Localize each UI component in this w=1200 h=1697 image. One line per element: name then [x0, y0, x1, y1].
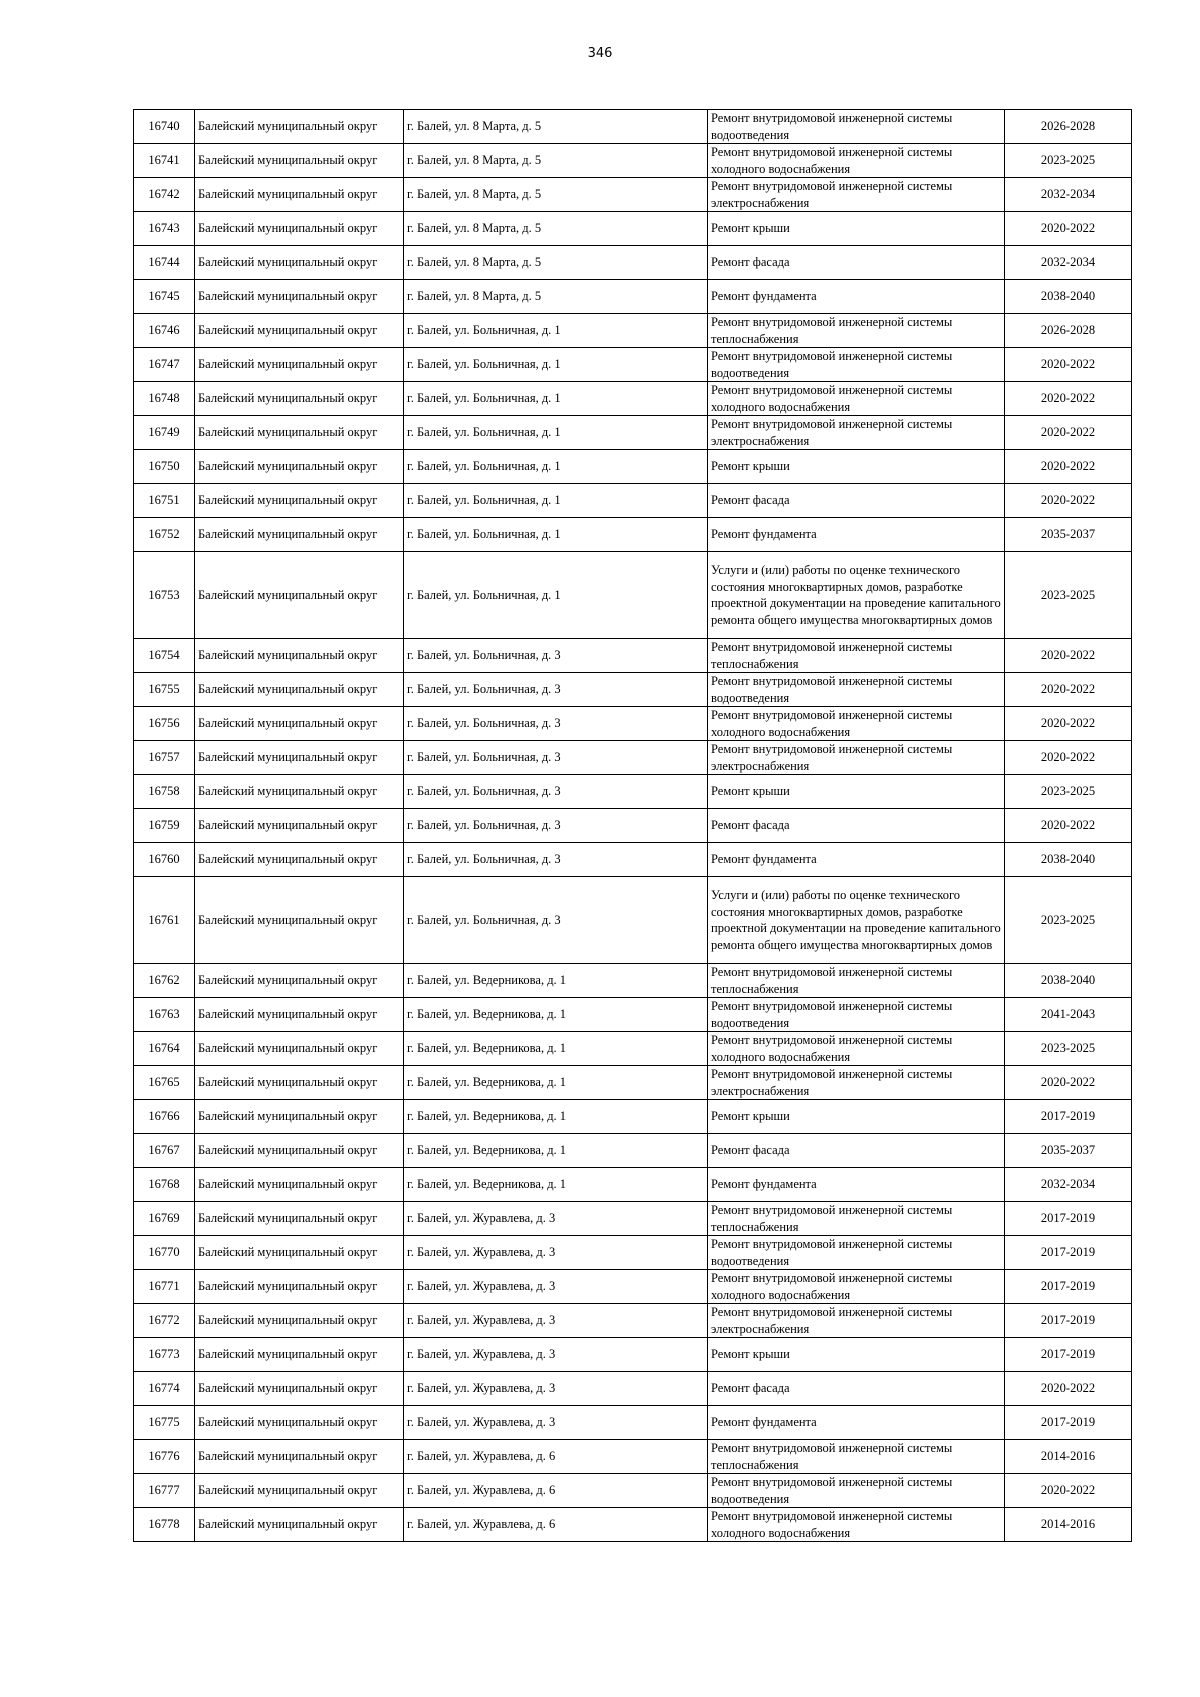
address-cell: г. Балей, ул. Больничная, д. 3	[404, 775, 708, 809]
row-number-cell: 16740	[134, 110, 195, 144]
period-cell: 2020-2022	[1005, 1372, 1132, 1406]
municipality-cell: Балейский муниципальный округ	[195, 877, 404, 964]
work-type-cell: Ремонт фасада	[708, 246, 1005, 280]
municipality-cell: Балейский муниципальный округ	[195, 843, 404, 877]
address-cell: г. Балей, ул. Больничная, д. 1	[404, 314, 708, 348]
work-type-cell: Ремонт внутридомовой инженерной системы холодного водоснабжения	[708, 707, 1005, 741]
table-row	[134, 1508, 1132, 1542]
municipality-cell: Балейский муниципальный округ	[195, 416, 404, 450]
period-cell: 2017-2019	[1005, 1202, 1132, 1236]
row-number-cell: 16765	[134, 1066, 195, 1100]
period-cell: 2020-2022	[1005, 1474, 1132, 1508]
row-number-cell: 16777	[134, 1474, 195, 1508]
address-cell: г. Балей, ул. Журавлева, д. 3	[404, 1202, 708, 1236]
row-number-cell: 16749	[134, 416, 195, 450]
table-row	[134, 1440, 1132, 1474]
row-number-cell: 16778	[134, 1508, 195, 1542]
address-cell: г. Балей, ул. Журавлева, д. 3	[404, 1406, 708, 1440]
row-number-cell: 16753	[134, 552, 195, 639]
table-row	[134, 1134, 1132, 1168]
table-row	[134, 450, 1132, 484]
table-row	[134, 741, 1132, 775]
table-row	[134, 348, 1132, 382]
municipality-cell: Балейский муниципальный округ	[195, 1066, 404, 1100]
municipality-cell: Балейский муниципальный округ	[195, 144, 404, 178]
address-cell: г. Балей, ул. Журавлева, д. 3	[404, 1270, 708, 1304]
address-cell: г. Балей, ул. Больничная, д. 3	[404, 707, 708, 741]
table-row	[134, 518, 1132, 552]
period-cell: 2023-2025	[1005, 552, 1132, 639]
period-cell: 2023-2025	[1005, 775, 1132, 809]
address-cell: г. Балей, ул. Ведерникова, д. 1	[404, 998, 708, 1032]
period-cell: 2020-2022	[1005, 416, 1132, 450]
row-number-cell: 16742	[134, 178, 195, 212]
period-cell: 2020-2022	[1005, 382, 1132, 416]
work-type-cell: Ремонт внутридомовой инженерной системы водоотведения	[708, 1236, 1005, 1270]
municipality-cell: Балейский муниципальный округ	[195, 1100, 404, 1134]
address-cell: г. Балей, ул. Больничная, д. 3	[404, 639, 708, 673]
work-type-cell: Ремонт внутридомовой инженерной системы электроснабжения	[708, 178, 1005, 212]
period-cell: 2017-2019	[1005, 1236, 1132, 1270]
municipality-cell: Балейский муниципальный округ	[195, 1202, 404, 1236]
work-type-cell: Услуги и (или) работы по оценке технического состояния многоквартирных домов, разработке проектной документации на проведение капитального ремонта общего имущества многоквартирных домов	[708, 877, 1005, 964]
municipality-cell: Балейский муниципальный округ	[195, 741, 404, 775]
table-row	[134, 843, 1132, 877]
table-row	[134, 1270, 1132, 1304]
row-number-cell: 16758	[134, 775, 195, 809]
period-cell: 2026-2028	[1005, 314, 1132, 348]
table-row	[134, 707, 1132, 741]
address-cell: г. Балей, ул. Ведерникова, д. 1	[404, 1066, 708, 1100]
table-row	[134, 639, 1132, 673]
period-cell: 2017-2019	[1005, 1270, 1132, 1304]
period-cell: 2017-2019	[1005, 1338, 1132, 1372]
row-number-cell: 16752	[134, 518, 195, 552]
period-cell: 2020-2022	[1005, 348, 1132, 382]
work-type-cell: Ремонт фасада	[708, 1372, 1005, 1406]
work-type-cell: Ремонт внутридомовой инженерной системы теплоснабжения	[708, 639, 1005, 673]
table-row	[134, 246, 1132, 280]
work-type-cell: Ремонт внутридомовой инженерной системы электроснабжения	[708, 416, 1005, 450]
address-cell: г. Балей, ул. Ведерникова, д. 1	[404, 964, 708, 998]
table-row	[134, 382, 1132, 416]
period-cell: 2023-2025	[1005, 877, 1132, 964]
row-number-cell: 16773	[134, 1338, 195, 1372]
period-cell: 2020-2022	[1005, 673, 1132, 707]
address-cell: г. Балей, ул. Больничная, д. 3	[404, 741, 708, 775]
municipality-cell: Балейский муниципальный округ	[195, 280, 404, 314]
municipality-cell: Балейский муниципальный округ	[195, 1304, 404, 1338]
address-cell: г. Балей, ул. Больничная, д. 3	[404, 673, 708, 707]
address-cell: г. Балей, ул. Журавлева, д. 3	[404, 1338, 708, 1372]
work-type-cell: Ремонт фасада	[708, 809, 1005, 843]
period-cell: 2020-2022	[1005, 1066, 1132, 1100]
address-cell: г. Балей, ул. Больничная, д. 1	[404, 552, 708, 639]
period-cell: 2017-2019	[1005, 1100, 1132, 1134]
table-row	[134, 314, 1132, 348]
period-cell: 2032-2034	[1005, 1168, 1132, 1202]
row-number-cell: 16764	[134, 1032, 195, 1066]
work-type-cell: Ремонт внутридомовой инженерной системы водоотведения	[708, 110, 1005, 144]
table-row	[134, 775, 1132, 809]
work-type-cell: Ремонт внутридомовой инженерной системы теплоснабжения	[708, 964, 1005, 998]
row-number-cell: 16776	[134, 1440, 195, 1474]
municipality-cell: Балейский муниципальный округ	[195, 673, 404, 707]
table-row	[134, 1202, 1132, 1236]
row-number-cell: 16754	[134, 639, 195, 673]
period-cell: 2035-2037	[1005, 1134, 1132, 1168]
municipality-cell: Балейский муниципальный округ	[195, 809, 404, 843]
row-number-cell: 16775	[134, 1406, 195, 1440]
row-number-cell: 16774	[134, 1372, 195, 1406]
address-cell: г. Балей, ул. Журавлева, д. 6	[404, 1508, 708, 1542]
table-row	[134, 964, 1132, 998]
row-number-cell: 16751	[134, 484, 195, 518]
address-cell: г. Балей, ул. Больничная, д. 1	[404, 416, 708, 450]
work-type-cell: Ремонт крыши	[708, 450, 1005, 484]
row-number-cell: 16759	[134, 809, 195, 843]
address-cell: г. Балей, ул. Ведерникова, д. 1	[404, 1134, 708, 1168]
table-row	[134, 1100, 1132, 1134]
row-number-cell: 16746	[134, 314, 195, 348]
municipality-cell: Балейский муниципальный округ	[195, 1406, 404, 1440]
work-type-cell: Ремонт крыши	[708, 1100, 1005, 1134]
municipality-cell: Балейский муниципальный округ	[195, 518, 404, 552]
row-number-cell: 16768	[134, 1168, 195, 1202]
table-row	[134, 110, 1132, 144]
period-cell: 2032-2034	[1005, 178, 1132, 212]
address-cell: г. Балей, ул. Ведерникова, д. 1	[404, 1168, 708, 1202]
address-cell: г. Балей, ул. 8 Марта, д. 5	[404, 144, 708, 178]
period-cell: 2020-2022	[1005, 450, 1132, 484]
row-number-cell: 16747	[134, 348, 195, 382]
address-cell: г. Балей, ул. Журавлева, д. 3	[404, 1304, 708, 1338]
period-cell: 2020-2022	[1005, 212, 1132, 246]
municipality-cell: Балейский муниципальный округ	[195, 314, 404, 348]
address-cell: г. Балей, ул. 8 Марта, д. 5	[404, 110, 708, 144]
address-cell: г. Балей, ул. 8 Марта, д. 5	[404, 280, 708, 314]
table-row	[134, 1338, 1132, 1372]
period-cell: 2041-2043	[1005, 998, 1132, 1032]
period-cell: 2014-2016	[1005, 1508, 1132, 1542]
address-cell: г. Балей, ул. Больничная, д. 3	[404, 877, 708, 964]
row-number-cell: 16770	[134, 1236, 195, 1270]
row-number-cell: 16769	[134, 1202, 195, 1236]
municipality-cell: Балейский муниципальный округ	[195, 1474, 404, 1508]
work-type-cell: Ремонт внутридомовой инженерной системы холодного водоснабжения	[708, 1032, 1005, 1066]
municipality-cell: Балейский муниципальный округ	[195, 382, 404, 416]
row-number-cell: 16760	[134, 843, 195, 877]
address-cell: г. Балей, ул. Больничная, д. 1	[404, 518, 708, 552]
row-number-cell: 16766	[134, 1100, 195, 1134]
municipality-cell: Балейский муниципальный округ	[195, 110, 404, 144]
work-type-cell: Ремонт внутридомовой инженерной системы электроснабжения	[708, 741, 1005, 775]
table-row	[134, 1406, 1132, 1440]
table-row	[134, 673, 1132, 707]
work-type-cell: Ремонт внутридомовой инженерной системы электроснабжения	[708, 1304, 1005, 1338]
municipality-cell: Балейский муниципальный округ	[195, 178, 404, 212]
work-type-cell: Услуги и (или) работы по оценке технического состояния многоквартирных домов, разработке проектной документации на проведение капитального ремонта общего имущества многоквартирных домов	[708, 552, 1005, 639]
row-number-cell: 16741	[134, 144, 195, 178]
table-row	[134, 809, 1132, 843]
period-cell: 2017-2019	[1005, 1304, 1132, 1338]
row-number-cell: 16771	[134, 1270, 195, 1304]
work-type-cell: Ремонт фундамента	[708, 1168, 1005, 1202]
table-row	[134, 178, 1132, 212]
address-cell: г. Балей, ул. Журавлева, д. 6	[404, 1440, 708, 1474]
work-type-cell: Ремонт внутридомовой инженерной системы электроснабжения	[708, 1066, 1005, 1100]
address-cell: г. Балей, ул. Ведерникова, д. 1	[404, 1100, 708, 1134]
repair-schedule-table	[133, 109, 1132, 1542]
work-type-cell: Ремонт фундамента	[708, 280, 1005, 314]
work-type-cell: Ремонт внутридомовой инженерной системы водоотведения	[708, 998, 1005, 1032]
work-type-cell: Ремонт внутридомовой инженерной системы теплоснабжения	[708, 1202, 1005, 1236]
address-cell: г. Балей, ул. Больничная, д. 3	[404, 843, 708, 877]
municipality-cell: Балейский муниципальный округ	[195, 707, 404, 741]
work-type-cell: Ремонт фасада	[708, 1134, 1005, 1168]
period-cell: 2017-2019	[1005, 1406, 1132, 1440]
table-row	[134, 1372, 1132, 1406]
period-cell: 2023-2025	[1005, 1032, 1132, 1066]
address-cell: г. Балей, ул. Журавлева, д. 3	[404, 1236, 708, 1270]
table-row	[134, 144, 1132, 178]
address-cell: г. Балей, ул. Больничная, д. 1	[404, 348, 708, 382]
address-cell: г. Балей, ул. Больничная, д. 3	[404, 809, 708, 843]
municipality-cell: Балейский муниципальный округ	[195, 1372, 404, 1406]
municipality-cell: Балейский муниципальный округ	[195, 484, 404, 518]
municipality-cell: Балейский муниципальный округ	[195, 1168, 404, 1202]
period-cell: 2014-2016	[1005, 1440, 1132, 1474]
period-cell: 2035-2037	[1005, 518, 1132, 552]
period-cell: 2023-2025	[1005, 144, 1132, 178]
period-cell: 2038-2040	[1005, 280, 1132, 314]
municipality-cell: Балейский муниципальный округ	[195, 1236, 404, 1270]
address-cell: г. Балей, ул. 8 Марта, д. 5	[404, 246, 708, 280]
work-type-cell: Ремонт внутридомовой инженерной системы холодного водоснабжения	[708, 1508, 1005, 1542]
table-row	[134, 552, 1132, 639]
municipality-cell: Балейский муниципальный округ	[195, 348, 404, 382]
row-number-cell: 16750	[134, 450, 195, 484]
work-type-cell: Ремонт внутридомовой инженерной системы холодного водоснабжения	[708, 382, 1005, 416]
row-number-cell: 16757	[134, 741, 195, 775]
work-type-cell: Ремонт внутридомовой инженерной системы водоотведения	[708, 1474, 1005, 1508]
address-cell: г. Балей, ул. Журавлева, д. 3	[404, 1372, 708, 1406]
row-number-cell: 16755	[134, 673, 195, 707]
period-cell: 2020-2022	[1005, 639, 1132, 673]
work-type-cell: Ремонт фасада	[708, 484, 1005, 518]
row-number-cell: 16744	[134, 246, 195, 280]
work-type-cell: Ремонт внутридомовой инженерной системы теплоснабжения	[708, 314, 1005, 348]
work-type-cell: Ремонт фундамента	[708, 518, 1005, 552]
address-cell: г. Балей, ул. Ведерникова, д. 1	[404, 1032, 708, 1066]
work-type-cell: Ремонт внутридомовой инженерной системы водоотведения	[708, 673, 1005, 707]
address-cell: г. Балей, ул. Больничная, д. 1	[404, 450, 708, 484]
municipality-cell: Балейский муниципальный округ	[195, 246, 404, 280]
work-type-cell: Ремонт крыши	[708, 212, 1005, 246]
address-cell: г. Балей, ул. Больничная, д. 1	[404, 382, 708, 416]
table-row	[134, 1474, 1132, 1508]
address-cell: г. Балей, ул. 8 Марта, д. 5	[404, 212, 708, 246]
page-number: 346	[587, 46, 613, 61]
municipality-cell: Балейский муниципальный округ	[195, 1338, 404, 1372]
table-row	[134, 1168, 1132, 1202]
address-cell: г. Балей, ул. Больничная, д. 1	[404, 484, 708, 518]
table-row	[134, 877, 1132, 964]
work-type-cell: Ремонт внутридомовой инженерной системы теплоснабжения	[708, 1440, 1005, 1474]
table-row	[134, 1304, 1132, 1338]
row-number-cell: 16745	[134, 280, 195, 314]
table-row	[134, 998, 1132, 1032]
table-row	[134, 484, 1132, 518]
row-number-cell: 16756	[134, 707, 195, 741]
row-number-cell: 16761	[134, 877, 195, 964]
period-cell: 2038-2040	[1005, 964, 1132, 998]
municipality-cell: Балейский муниципальный округ	[195, 450, 404, 484]
work-type-cell: Ремонт внутридомовой инженерной системы холодного водоснабжения	[708, 1270, 1005, 1304]
work-type-cell: Ремонт крыши	[708, 775, 1005, 809]
municipality-cell: Балейский муниципальный округ	[195, 775, 404, 809]
work-type-cell: Ремонт внутридомовой инженерной системы холодного водоснабжения	[708, 144, 1005, 178]
row-number-cell: 16743	[134, 212, 195, 246]
work-type-cell: Ремонт внутридомовой инженерной системы водоотведения	[708, 348, 1005, 382]
period-cell: 2020-2022	[1005, 741, 1132, 775]
municipality-cell: Балейский муниципальный округ	[195, 639, 404, 673]
table-row	[134, 1066, 1132, 1100]
municipality-cell: Балейский муниципальный округ	[195, 552, 404, 639]
period-cell: 2032-2034	[1005, 246, 1132, 280]
row-number-cell: 16767	[134, 1134, 195, 1168]
row-number-cell: 16763	[134, 998, 195, 1032]
work-type-cell: Ремонт фундамента	[708, 1406, 1005, 1440]
municipality-cell: Балейский муниципальный округ	[195, 998, 404, 1032]
municipality-cell: Балейский муниципальный округ	[195, 212, 404, 246]
period-cell: 2020-2022	[1005, 707, 1132, 741]
period-cell: 2020-2022	[1005, 484, 1132, 518]
period-cell: 2020-2022	[1005, 809, 1132, 843]
municipality-cell: Балейский муниципальный округ	[195, 1508, 404, 1542]
municipality-cell: Балейский муниципальный округ	[195, 1440, 404, 1474]
municipality-cell: Балейский муниципальный округ	[195, 964, 404, 998]
table-row	[134, 212, 1132, 246]
table-row	[134, 1236, 1132, 1270]
table-row	[134, 280, 1132, 314]
row-number-cell: 16772	[134, 1304, 195, 1338]
municipality-cell: Балейский муниципальный округ	[195, 1032, 404, 1066]
municipality-cell: Балейский муниципальный округ	[195, 1134, 404, 1168]
work-type-cell: Ремонт крыши	[708, 1338, 1005, 1372]
municipality-cell: Балейский муниципальный округ	[195, 1270, 404, 1304]
work-type-cell: Ремонт фундамента	[708, 843, 1005, 877]
address-cell: г. Балей, ул. 8 Марта, д. 5	[404, 178, 708, 212]
table-row	[134, 1032, 1132, 1066]
table-row	[134, 416, 1132, 450]
table-body	[134, 110, 1132, 1542]
period-cell: 2026-2028	[1005, 110, 1132, 144]
address-cell: г. Балей, ул. Журавлева, д. 6	[404, 1474, 708, 1508]
period-cell: 2038-2040	[1005, 843, 1132, 877]
row-number-cell: 16748	[134, 382, 195, 416]
row-number-cell: 16762	[134, 964, 195, 998]
